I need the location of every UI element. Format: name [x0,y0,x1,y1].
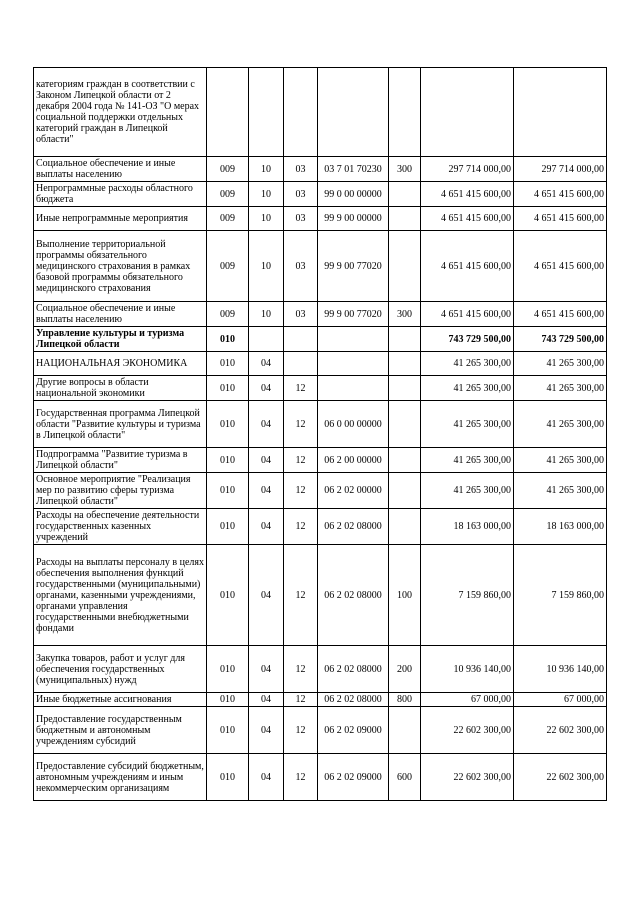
target-article-code [318,327,389,352]
amount-year-2: 41 265 300,00 [514,401,607,448]
ministry-code: 010 [207,401,249,448]
amount-year-2: 41 265 300,00 [514,473,607,509]
expense-type-code: 600 [389,754,421,801]
ministry-code: 009 [207,157,249,182]
ministry-code: 010 [207,646,249,693]
budget-item-name: Основное мероприятие "Реализация мер по развитию сферы туризма Липецкой области" [34,473,207,509]
section-code: 04 [249,376,284,401]
section-code: 04 [249,509,284,545]
ministry-code: 010 [207,327,249,352]
target-article-code: 99 9 00 00000 [318,207,389,231]
amount-year-2: 22 602 300,00 [514,707,607,754]
amount-year-1: 4 651 415 600,00 [421,302,514,327]
subsection-code: 12 [284,509,318,545]
target-article-code: 06 2 02 08000 [318,693,389,707]
subsection-code [284,327,318,352]
section-code: 04 [249,707,284,754]
table-row [34,707,607,754]
amount-year-1: 297 714 000,00 [421,157,514,182]
expense-type-code: 800 [389,693,421,707]
ministry-code: 010 [207,509,249,545]
amount-year-2: 22 602 300,00 [514,754,607,801]
subsection-code: 12 [284,707,318,754]
amount-year-2: 297 714 000,00 [514,157,607,182]
expense-type-code [389,707,421,754]
table-row [34,401,607,448]
amount-year-2: 67 000,00 [514,693,607,707]
section-code: 04 [249,545,284,646]
subsection-code: 12 [284,401,318,448]
amount-year-2: 10 936 140,00 [514,646,607,693]
expense-type-code [389,352,421,376]
subsection-code: 12 [284,473,318,509]
target-article-code [318,352,389,376]
subsection-code: 03 [284,157,318,182]
budget-item-name: категориям граждан в соответствии с Законом Липецкой области от 2 декабря 2004 года № 141-ОЗ "О мерах социальной поддержки отдельных категорий граждан в Липецкой области" [34,68,207,157]
table-row [34,207,607,231]
budget-item-name: Социальное обеспечение и иные выплаты населению [34,157,207,182]
expense-type-code [389,473,421,509]
budget-item-name: Подпрограмма "Развитие туризма в Липецкой области" [34,448,207,473]
amount-year-2: 4 651 415 600,00 [514,182,607,207]
ministry-code: 009 [207,207,249,231]
target-article-code: 06 0 00 00000 [318,401,389,448]
budget-item-name: Иные непрограммные мероприятия [34,207,207,231]
section-code: 10 [249,231,284,302]
table-row [34,448,607,473]
expense-type-code [389,401,421,448]
subsection-code: 03 [284,302,318,327]
expense-type-code: 200 [389,646,421,693]
ministry-code: 010 [207,545,249,646]
amount-year-2: 18 163 000,00 [514,509,607,545]
ministry-code: 009 [207,302,249,327]
table-row [34,473,607,509]
target-article-code: 06 2 02 08000 [318,545,389,646]
subsection-code: 12 [284,545,318,646]
subsection-code: 03 [284,207,318,231]
target-article-code: 99 0 00 00000 [318,182,389,207]
expense-type-code: 300 [389,302,421,327]
expense-type-code: 300 [389,157,421,182]
target-article-code [318,376,389,401]
ministry-code: 009 [207,231,249,302]
table-row [34,352,607,376]
budget-item-name: Выполнение территориальной программы обязательного медицинского страхования в рамках базовой программы обязательного медицинского страхования [34,231,207,302]
amount-year-1 [421,68,514,157]
subsection-code: 12 [284,646,318,693]
ministry-code: 010 [207,707,249,754]
ministry-code [207,68,249,157]
expense-type-code [389,68,421,157]
section-code: 04 [249,473,284,509]
ministry-code: 010 [207,376,249,401]
subsection-code: 03 [284,182,318,207]
ministry-code: 009 [207,182,249,207]
section-code: 10 [249,207,284,231]
section-code [249,327,284,352]
subsection-code [284,352,318,376]
section-code: 04 [249,693,284,707]
section-code: 04 [249,352,284,376]
amount-year-2: 4 651 415 600,00 [514,207,607,231]
amount-year-1: 67 000,00 [421,693,514,707]
table-row [34,376,607,401]
expense-type-code [389,327,421,352]
amount-year-1: 10 936 140,00 [421,646,514,693]
budget-item-name: Иные бюджетные ассигнования [34,693,207,707]
table-row [34,327,607,352]
expense-type-code: 100 [389,545,421,646]
budget-item-name: НАЦИОНАЛЬНАЯ ЭКОНОМИКА [34,352,207,376]
budget-item-name: Непрограммные расходы областного бюджета [34,182,207,207]
budget-item-name: Управление культуры и туризма Липецкой области [34,327,207,352]
expense-type-code [389,448,421,473]
section-code: 04 [249,646,284,693]
target-article-code: 06 2 00 00000 [318,448,389,473]
amount-year-2 [514,68,607,157]
amount-year-1: 41 265 300,00 [421,473,514,509]
amount-year-1: 4 651 415 600,00 [421,231,514,302]
amount-year-1: 41 265 300,00 [421,401,514,448]
table-row [34,545,607,646]
amount-year-1: 4 651 415 600,00 [421,207,514,231]
budget-item-name: Государственная программа Липецкой области "Развитие культуры и туризма в Липецкой области" [34,401,207,448]
expense-type-code [389,207,421,231]
budget-item-name: Предоставление государственным бюджетным и автономным учреждениям субсидий [34,707,207,754]
table-row [34,693,607,707]
amount-year-2: 41 265 300,00 [514,352,607,376]
target-article-code: 03 7 01 70230 [318,157,389,182]
amount-year-1: 22 602 300,00 [421,707,514,754]
section-code: 04 [249,754,284,801]
amount-year-2: 7 159 860,00 [514,545,607,646]
ministry-code: 010 [207,352,249,376]
table-row [34,231,607,302]
subsection-code: 12 [284,754,318,801]
budget-table [33,67,607,801]
budget-item-name: Предоставление субсидий бюджетным, автономным учреждениям и иным некоммерческим организациям [34,754,207,801]
table-row [34,302,607,327]
amount-year-2: 41 265 300,00 [514,448,607,473]
section-code: 10 [249,157,284,182]
budget-item-name: Расходы на выплаты персоналу в целях обеспечения выполнения функций государственными (муниципальными) органами, казенными учреждениями, органами управления государственными внебюджетными фондами [34,545,207,646]
target-article-code: 99 9 00 77020 [318,231,389,302]
table-row [34,68,607,157]
section-code: 10 [249,302,284,327]
subsection-code: 03 [284,231,318,302]
section-code: 04 [249,448,284,473]
amount-year-2: 4 651 415 600,00 [514,302,607,327]
target-article-code [318,68,389,157]
table-row [34,157,607,182]
target-article-code: 06 2 02 08000 [318,509,389,545]
budget-item-name: Закупка товаров, работ и услуг для обеспечения государственных (муниципальных) нужд [34,646,207,693]
target-article-code: 99 9 00 77020 [318,302,389,327]
amount-year-1: 41 265 300,00 [421,376,514,401]
section-code: 04 [249,401,284,448]
target-article-code: 06 2 02 09000 [318,754,389,801]
amount-year-2: 41 265 300,00 [514,376,607,401]
budget-item-name: Социальное обеспечение и иные выплаты населению [34,302,207,327]
amount-year-1: 41 265 300,00 [421,352,514,376]
ministry-code: 010 [207,473,249,509]
amount-year-2: 4 651 415 600,00 [514,231,607,302]
table-row [34,646,607,693]
target-article-code: 06 2 02 09000 [318,707,389,754]
subsection-code: 12 [284,376,318,401]
target-article-code: 06 2 02 00000 [318,473,389,509]
amount-year-1: 18 163 000,00 [421,509,514,545]
ministry-code: 010 [207,448,249,473]
expense-type-code [389,509,421,545]
expense-type-code [389,376,421,401]
subsection-code: 12 [284,448,318,473]
amount-year-1: 7 159 860,00 [421,545,514,646]
table-row [34,509,607,545]
table-row [34,182,607,207]
subsection-code: 12 [284,693,318,707]
ministry-code: 010 [207,754,249,801]
section-code: 10 [249,182,284,207]
amount-year-1: 743 729 500,00 [421,327,514,352]
budget-item-name: Другие вопросы в области национальной экономики [34,376,207,401]
amount-year-1: 4 651 415 600,00 [421,182,514,207]
amount-year-1: 41 265 300,00 [421,448,514,473]
budget-item-name: Расходы на обеспечение деятельности государственных казенных учреждений [34,509,207,545]
table-row [34,754,607,801]
ministry-code: 010 [207,693,249,707]
target-article-code: 06 2 02 08000 [318,646,389,693]
expense-type-code [389,231,421,302]
amount-year-2: 743 729 500,00 [514,327,607,352]
amount-year-1: 22 602 300,00 [421,754,514,801]
section-code [249,68,284,157]
subsection-code [284,68,318,157]
expense-type-code [389,182,421,207]
